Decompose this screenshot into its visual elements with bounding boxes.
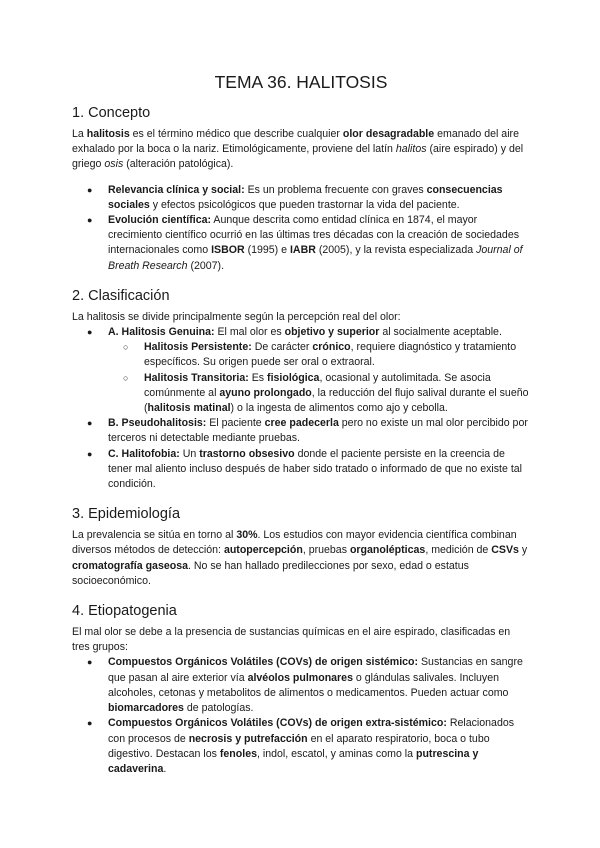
list-item: ● Evolución científica: Aunque descrita como entidad clínica en 1874, el mayor crecimiento científico ocurrió en las últimas tres décadas con la creación de sociedades internacionales como ISBOR (1995) e IABR (2005), y la revista especializada Journal of Breath Research (2007). (87, 214, 523, 272)
bullet-dot-icon: ● (87, 184, 93, 195)
bullet-dot-icon: ● (87, 448, 93, 459)
section-heading: 3. Epidemiología (72, 506, 181, 523)
bullet-dot-icon: ● (87, 215, 93, 226)
bullet-dot-icon: ● (87, 718, 93, 729)
section-heading: 2. Clasificación (72, 287, 170, 304)
list-item: ● Compuestos Orgánicos Volátiles (COVs) de origen extra-sistémico: Relacionados con procesos de necrosis y putrefacción en el aparato respiratorio, boca o tubo digestivo. Destacan los fenoles, indol, escatol, y aminas como la putrescina y cadaverina. (87, 717, 515, 775)
bullet-dot-icon: ● (87, 418, 93, 429)
document-page (72, 64, 530, 777)
bullet-list (72, 655, 530, 777)
section-epidemiologia (72, 506, 530, 589)
list-item: ● B. Pseudohalitosis: El paciente cree padecerla pero no existe un mal olor percibido por terceros ni detectable mediante pruebas. (87, 417, 528, 445)
sub-list-item: ○ Halitosis Persistente: De carácter crónico, requiere diagnóstico y tratamiento específicos. Su origen puede ser oral o extraoral. (123, 341, 517, 369)
paragraph: La halitosis es el término médico que describe cualquier olor desagradable emanado del aire exhalado por la boca o la nariz. Etimológicamente, proviene del latín halitos (aire espirado) y del griego osis (alteración patológica). (72, 128, 524, 171)
paragraph: El mal olor se debe a la presencia de sustancias químicas en el aire espirado, clasificadas en tres grupos: (72, 626, 511, 654)
list-item: ● C. Halitofobia: Un trastorno obsesivo donde el paciente persiste en la creencia de tener mal aliento incluso después de haber sido tratado o informado de que no existe tal condición. (87, 447, 523, 491)
paragraph: La halitosis se divide principalmente según la percepción real del olor: (72, 310, 401, 323)
bullet-dot-icon: ● (87, 657, 93, 668)
bullet-circle-icon: ○ (123, 342, 129, 353)
list-item: ● Relevancia clínica y social: Es un problema frecuente con graves consecuencias sociales y efectos psicológicos que pueden trastornar la vida del paciente. (87, 183, 503, 211)
sub-bullet-list (108, 340, 530, 416)
bullet-dot-icon: ● (87, 327, 93, 338)
list-item: ● A. Halitosis Genuina: El mal olor es objetivo y superior al socialmente aceptable. ○ Halitosis Persistente: De carácter crónico, requiere diagnóstico y tratamiento específicos. Su origen puede ser oral o extraoral. ○ Halitosis Transitoria: Es fisiológica, ocasional y autolimitada. Se asocia comúnmente al ayuno prolongado, la reducción del flujo salival durante el sueño (halitosis matinal) o la ingesta de alimentos como ajo y cebolla. (72, 325, 530, 416)
section-concepto (72, 105, 530, 274)
section-clasificacion (72, 288, 530, 492)
section-heading: 1. Concepto (72, 105, 151, 121)
document-title: TEMA 36. HALITOSIS (214, 72, 388, 92)
bullet-list (72, 325, 530, 492)
bullet-circle-icon: ○ (123, 372, 129, 383)
list-item: ● Compuestos Orgánicos Volátiles (COVs) de origen sistémico: Sustancias en sangre que pasan al aire exterior vía alvéolos pulmonares o glándulas salivales. Incluyen alcoholes, cetonas y metabolitos de alimentos o medicamentos. Pueden actuar como biomarcadores de patologías. (87, 656, 523, 715)
paragraph: La prevalencia se sitúa en torno al 30%. Los estudios con mayor evidencia científica combinan diversos métodos de detección: autopercepción, pruebas organolépticas, medición de CSVs y cromatografía gaseosa. No se han hallado predilecciones por sexo, edad o estatus socioeconómico. (72, 529, 528, 587)
section-etiopatogenia (72, 603, 530, 777)
bullet-list (72, 183, 530, 274)
sub-list-item: ○ Halitosis Transitoria: Es fisiológica, ocasional y autolimitada. Se asocia comúnmente al ayuno prolongado, la reducción del flujo salival durante el sueño (halitosis matinal) o la ingesta de alimentos como ajo y cebolla. (123, 371, 529, 415)
section-heading: 4. Etiopatogenia (72, 603, 177, 620)
